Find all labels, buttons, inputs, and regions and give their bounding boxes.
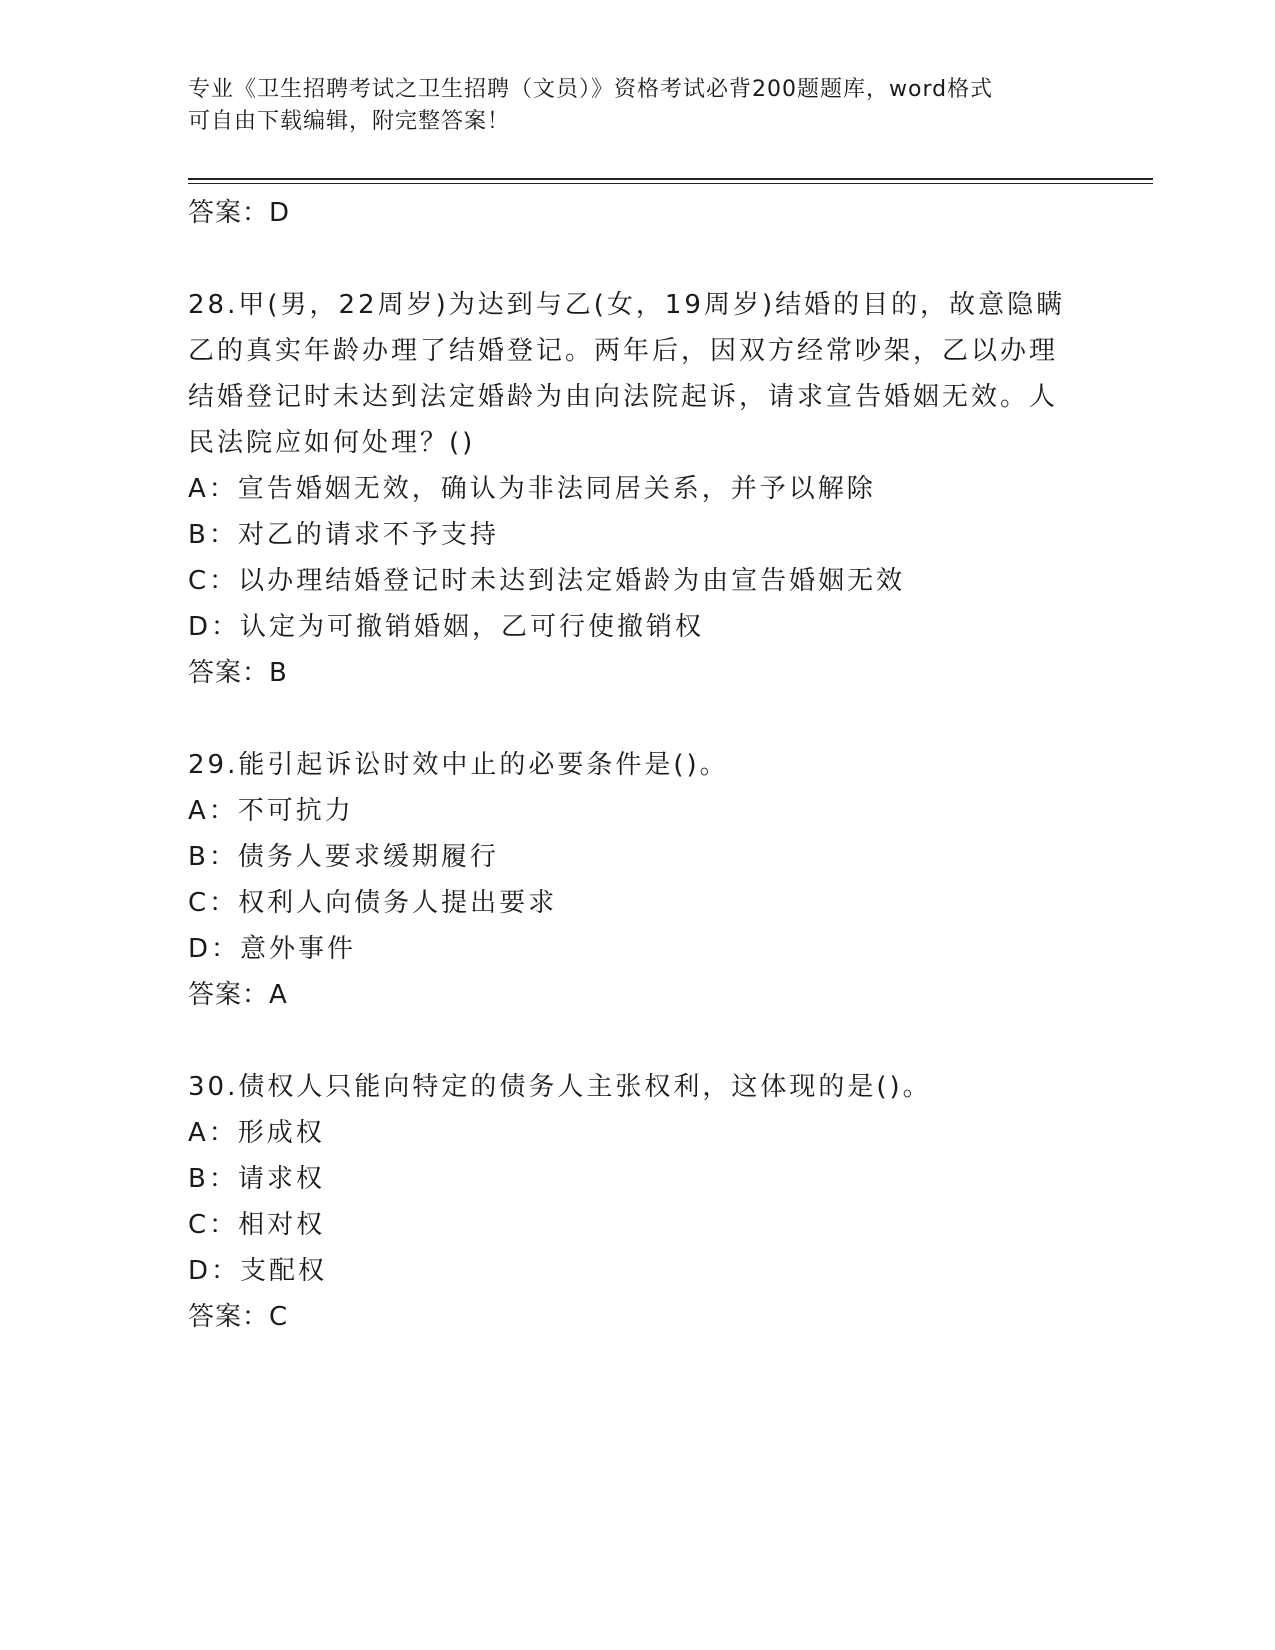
question-28 xyxy=(188,282,1088,696)
question-30 xyxy=(188,1064,1088,1340)
option-a: A：形成权 xyxy=(188,1118,325,1148)
option-c: C：权利人向债务人提出要求 xyxy=(188,888,558,918)
option-d: D：支配权 xyxy=(188,1256,328,1286)
question-list xyxy=(188,190,1088,1340)
answer-label: 答案：A xyxy=(188,980,288,1010)
option-d: D：意外事件 xyxy=(188,934,357,964)
document-header xyxy=(188,74,1088,138)
previous-answer: 答案：D xyxy=(188,198,291,228)
option-c: C：以办理结婚登记时未达到法定婚龄为由宣告婚姻无效 xyxy=(188,566,906,596)
question-text-line: 28.甲(男，22周岁)为达到与乙(女，19周岁)结婚的目的，故意隐瞒 xyxy=(188,290,1066,320)
question-text-line: 乙的真实年龄办理了结婚登记。两年后，因双方经常吵架，乙以办理 xyxy=(188,336,1059,366)
question-text-line: 民法院应如何处理？() xyxy=(188,428,476,458)
header-title-line-2: 可自由下载编辑，附完整答案！ xyxy=(188,109,511,134)
option-d: D：认定为可撤销婚姻，乙可行使撤销权 xyxy=(188,612,705,642)
option-a: A：宣告婚姻无效，确认为非法同居关系，并予以解除 xyxy=(188,474,876,504)
question-text-line: 结婚登记时未达到法定婚龄为由向法院起诉，请求宣告婚姻无效。人 xyxy=(188,382,1059,412)
question-29 xyxy=(188,742,1088,1018)
option-b: B：对乙的请求不予支持 xyxy=(188,520,499,550)
option-b: B：债务人要求缓期履行 xyxy=(188,842,499,872)
question-text-line: 29.能引起诉讼时效中止的必要条件是()。 xyxy=(188,750,729,780)
option-a: A：不可抗力 xyxy=(188,796,354,826)
header-divider-thin xyxy=(188,183,1153,184)
answer-label: 答案：B xyxy=(188,658,288,688)
question-text-line: 30.债权人只能向特定的债务人主张权利，这体现的是()。 xyxy=(188,1072,932,1102)
header-title-line-1: 专业《卫生招聘考试之卫生招聘（文员）》资格考试必背200题题库，word格式 xyxy=(188,77,994,102)
answer-label: 答案：C xyxy=(188,1302,289,1332)
option-b: B：请求权 xyxy=(188,1164,325,1194)
header-divider-thick xyxy=(188,178,1153,180)
option-c: C：相对权 xyxy=(188,1210,326,1240)
